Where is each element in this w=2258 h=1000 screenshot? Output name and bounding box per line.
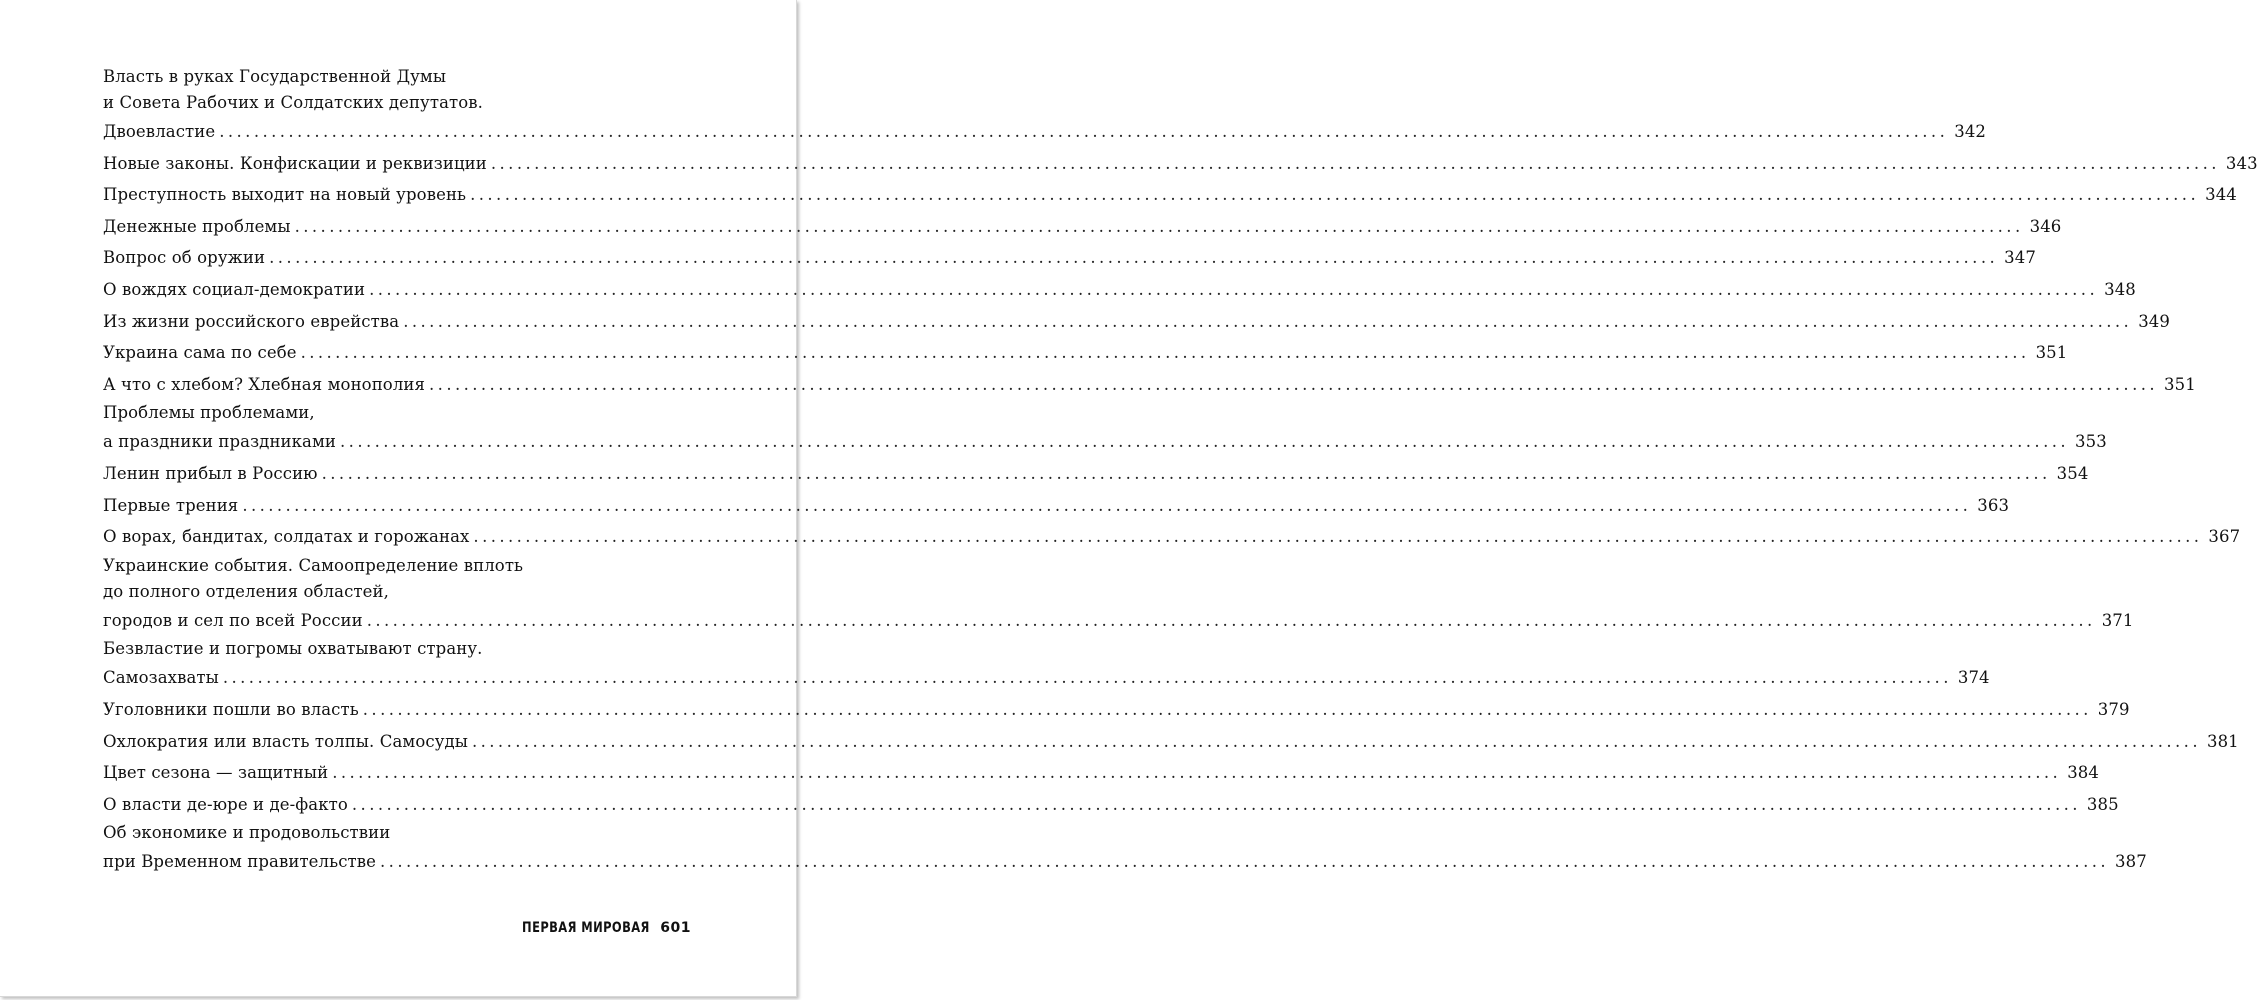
dot-leader: ........................................................................................................................................................................................................ <box>369 279 2099 299</box>
toc-entry-page: 342 <box>1954 122 1987 141</box>
toc-entry-line <box>103 726 2239 758</box>
dot-leader: ........................................................................................................................................................................................................ <box>362 699 2092 719</box>
toc-entry-title: Преступность выходит на новый уровень <box>103 185 467 205</box>
toc-entry[interactable] <box>103 306 2170 338</box>
dot-leader: ........................................................................................................................................................................................................ <box>332 763 2062 783</box>
toc-entry-page: 343 <box>2225 153 2258 173</box>
toc-entry-line <box>103 306 2170 338</box>
dot-leader: ........................................................................................................................................................................................................ <box>380 852 2110 872</box>
dot-leader: ........................................................................................................................................................................................................ <box>321 463 2051 483</box>
toc-entry[interactable] <box>103 369 2196 401</box>
toc-entry-line <box>103 274 2136 306</box>
toc-entry-title-line: и Совета Рабочих и Солдатских депутатов. <box>103 93 484 112</box>
toc-entry[interactable] <box>103 242 2036 274</box>
dot-leader: ........................................................................................................................................................................................................ <box>472 731 2201 751</box>
toc-entry-title: Охлократия или власть толпы. Самосуды <box>103 731 468 751</box>
dot-leader: ........................................................................................................................................................................................................ <box>300 343 2030 363</box>
toc-entry-page: 344 <box>2205 185 2237 205</box>
toc-entry-page: 346 <box>2029 216 2062 236</box>
toc-entry[interactable] <box>103 400 2107 458</box>
toc-entry-page: 347 <box>2004 248 2036 268</box>
toc-entry-line <box>103 521 2241 553</box>
toc-entry-title: Из жизни российского еврейства <box>103 311 400 331</box>
toc-entry-line <box>103 490 2010 522</box>
toc-entry[interactable] <box>103 458 2089 490</box>
toc-entry-line <box>103 148 2258 180</box>
toc-entry-line <box>103 458 2089 490</box>
toc-entry-title: Денежные проблемы <box>103 216 291 236</box>
toc-entry-page: 387 <box>2115 852 2147 872</box>
dot-leader: ........................................................................................................................................................................................................ <box>351 794 2081 814</box>
toc-entry-title: Цвет сезона — защитный <box>103 763 329 783</box>
toc-entry-page: 348 <box>2104 279 2136 299</box>
toc-entry[interactable] <box>103 521 2241 553</box>
toc-entry-title: Украина сама по себе <box>103 343 297 363</box>
toc-entry[interactable] <box>103 274 2136 306</box>
toc-entry-page: 354 <box>2056 463 2089 483</box>
dot-leader: ........................................................................................................................................................................................................ <box>490 153 2220 173</box>
toc-entry-title: Двоевластие <box>103 122 216 141</box>
toc-entry-title-line: Проблемы проблемами, <box>103 403 315 423</box>
toc-entry-page: 374 <box>1957 668 1990 688</box>
toc-entry-title: О ворах, бандитах, солдатах и горожанах <box>103 527 470 547</box>
dot-leader: ........................................................................................................................................................................................................ <box>219 122 1949 141</box>
toc-entry-line <box>103 116 1987 148</box>
dot-leader: ........................................................................................................................................................................................................ <box>429 374 2159 394</box>
dot-leader: ........................................................................................................................................................................................................ <box>269 248 1999 268</box>
toc-entry-page: 351 <box>2164 374 2196 394</box>
toc-entry-page: 353 <box>2075 432 2107 452</box>
toc-entry[interactable] <box>103 757 2099 789</box>
toc-entry-title: а праздники праздниками <box>103 432 337 452</box>
toc-entry-title: А что с хлебом? Хлебная монополия <box>103 374 426 394</box>
toc-entry-title-line: Власть в руках Государственной Думы <box>103 67 447 86</box>
table-of-contents <box>103 64 2258 878</box>
toc-entry-page: 363 <box>1977 495 2010 515</box>
toc-entry-title: Ленин прибыл в Россию <box>103 463 318 483</box>
toc-entry-page: 384 <box>2067 763 2099 783</box>
toc-entry-title-line: до полного отделения областей, <box>103 581 389 601</box>
page-number: 601 <box>660 920 691 936</box>
toc-entry-title-line: Об экономике и продовольствии <box>103 823 391 843</box>
toc-entry-title: городов и сел по всей России <box>103 610 363 630</box>
toc-entry-line <box>103 846 2147 878</box>
toc-entry-page: 379 <box>2097 699 2130 719</box>
toc-entry-title-line: Безвластие и погромы охватывают страну. <box>103 639 483 659</box>
toc-entry[interactable] <box>103 148 2258 180</box>
toc-entry-line <box>103 337 2068 369</box>
dot-leader: ........................................................................................................................................................................................................ <box>242 495 1972 515</box>
toc-entry-title: Самозахваты <box>103 668 219 688</box>
toc-entry-title: Уголовники пошли во власть <box>103 699 359 719</box>
running-title: ПЕРВАЯ МИРОВАЯ <box>522 920 651 936</box>
dot-leader: ........................................................................................................................................................................................................ <box>340 432 2070 452</box>
toc-entry-line <box>103 242 2036 274</box>
toc-entry[interactable] <box>103 694 2130 726</box>
toc-entry[interactable] <box>103 211 2062 243</box>
toc-entry-line <box>103 369 2196 401</box>
toc-entry-page: 371 <box>2101 610 2134 630</box>
toc-entry-page: 349 <box>2138 311 2170 331</box>
toc-entry[interactable] <box>103 726 2239 758</box>
toc-entry-line <box>103 757 2099 789</box>
toc-entry-line <box>103 426 2107 458</box>
toc-entry-line <box>103 605 2134 637</box>
dot-leader: ........................................................................................................................................................................................................ <box>403 311 2133 331</box>
toc-entry-title: Вопрос об оружии <box>103 248 266 268</box>
toc-entry-page: 385 <box>2086 794 2119 814</box>
toc-entry[interactable] <box>103 337 2068 369</box>
toc-entry-page: 367 <box>2208 527 2241 547</box>
toc-entry-title: Новые законы. Конфискации и реквизиции <box>103 153 487 173</box>
dot-leader: ........................................................................................................................................................................................................ <box>470 185 2200 205</box>
toc-entry-line <box>103 694 2130 726</box>
toc-entry[interactable] <box>103 179 2237 211</box>
dot-leader: ........................................................................................................................................................................................................ <box>294 216 2024 236</box>
toc-entry[interactable] <box>103 789 2119 821</box>
dot-leader: ........................................................................................................................................................................................................ <box>366 610 2096 630</box>
toc-entry-title: О вождях социал-демократии <box>103 279 366 299</box>
toc-entry-title-line: Украинские события. Самоопределение вплоть <box>103 555 524 575</box>
page-footer <box>494 920 691 936</box>
toc-entry-page: 351 <box>2035 343 2068 363</box>
toc-entry[interactable] <box>103 553 2134 637</box>
toc-entry-line <box>103 211 2062 243</box>
toc-entry[interactable] <box>103 490 2010 522</box>
dot-leader: ........................................................................................................................................................................................................ <box>473 527 2203 547</box>
toc-entry-title: при Временном правительстве <box>103 852 377 872</box>
toc-entry-line <box>103 789 2119 821</box>
dot-leader: ........................................................................................................................................................................................................ <box>222 668 1952 688</box>
toc-entry-line <box>103 662 1990 694</box>
toc-entry-line <box>103 179 2237 211</box>
toc-entry-page: 381 <box>2206 731 2239 751</box>
toc-entry-title: О власти де-юре и де-факто <box>103 794 348 814</box>
toc-entry[interactable] <box>103 820 2147 878</box>
toc-entry[interactable] <box>103 64 1987 148</box>
toc-entry[interactable] <box>103 636 1990 694</box>
toc-entry-title: Первые трения <box>103 495 239 515</box>
